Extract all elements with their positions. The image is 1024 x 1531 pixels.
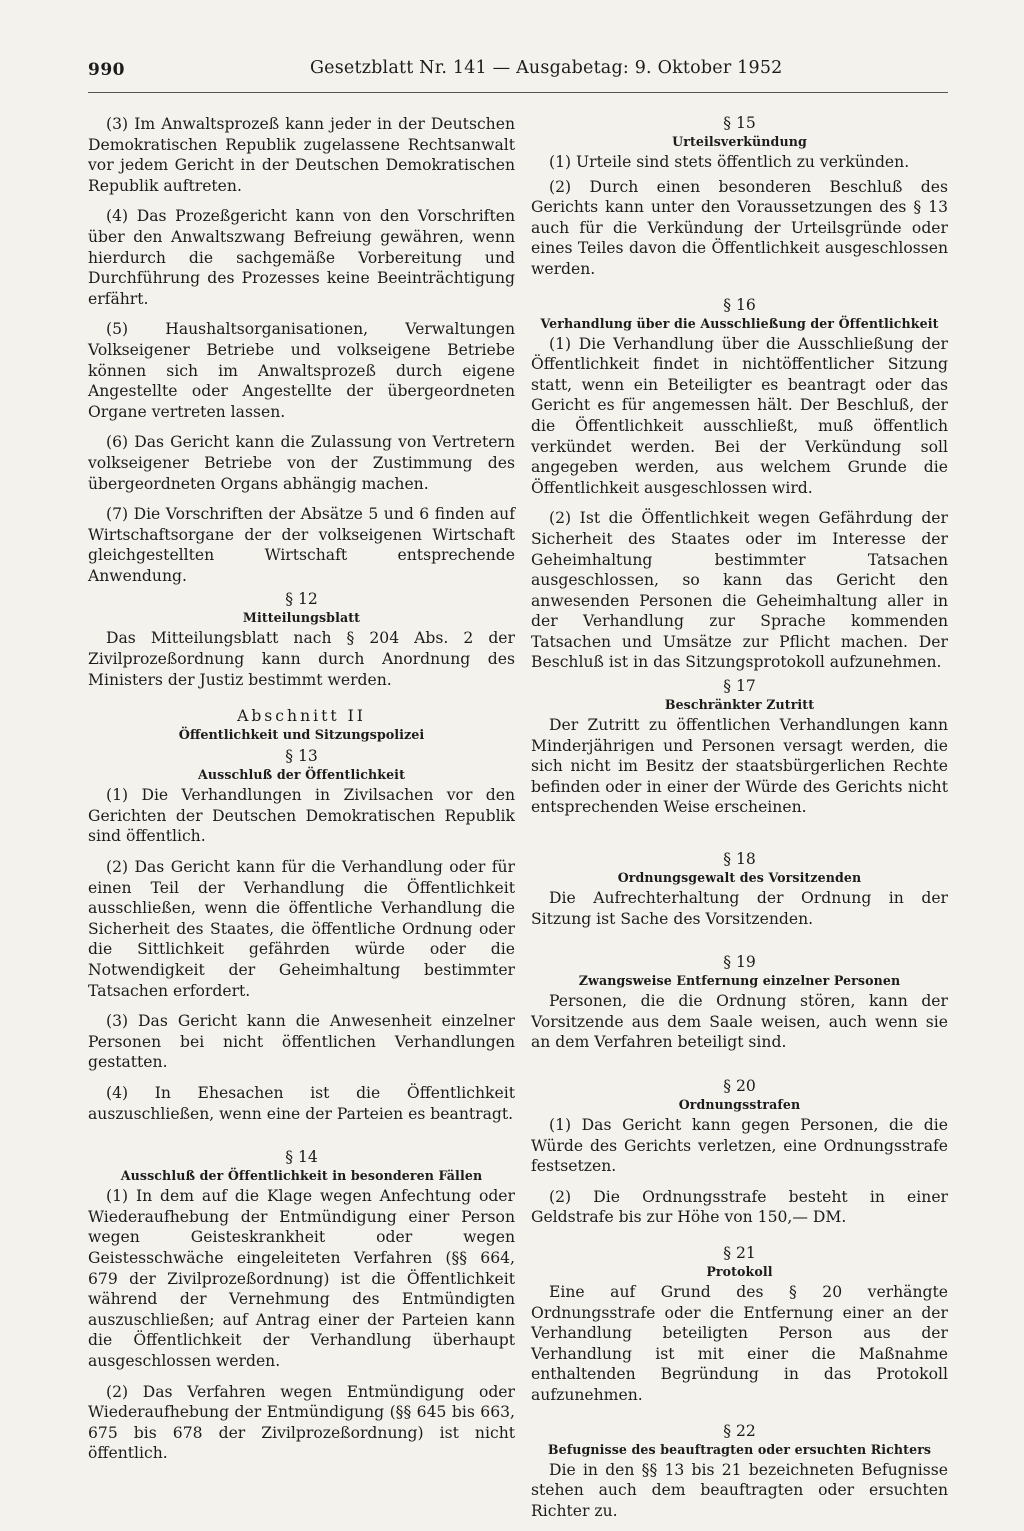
section-21-number: § 21 (723, 1243, 756, 1262)
section-12-text: Das Mitteilungsblatt nach § 204 Abs. 2 der Zivilprozeßordnung kann durch Anordnung des Ministers der Justiz bestimmt werden. (88, 629, 515, 689)
paragraph-11-4: (4) Das Prozeßgericht kann von den Vorschriften über den Anwaltszwang Befreiung gewähren, wenn hierdurch die sachgemäße Vorbereitung und Durchführung des Prozesses keine Beeinträchtigung erfährt. (88, 207, 515, 308)
section-15-para-2: (2) Durch einen besonderen Beschluß des Gerichts kann unter den Voraussetzungen des § 13 auch für die Verkündung der Urteilsgründe oder eines Teiles davon die Öffentlichkeit ausgeschlossen werden. (531, 177, 948, 278)
section-14-title: Ausschluß der Öffentlichkeit in besonderen Fällen (120, 1168, 483, 1184)
section-16-number: § 16 (723, 295, 756, 314)
section-20-para-1: (1) Das Gericht kann gegen Personen, die die Würde des Gerichts verletzen, eine Ordnungsstrafe festsetzen. (531, 1116, 948, 1176)
section-20-number: § 20 (723, 1077, 756, 1095)
paragraph-11-7: (7) Die Vorschriften der Absätze 5 und 6 finden auf Wirtschaftsorgane der der volkseigenen Wirtschaft gleichgestellten Wirtschaft entsprechende Anwendung. (88, 505, 515, 585)
section-18-number: § 18 (723, 850, 756, 869)
abschnitt-title: Öffentlichkeit und Sitzungspolizei (178, 728, 425, 744)
section-21-title: Protokoll (706, 1263, 773, 1279)
left-column (88, 114, 515, 1474)
section-17-title: Beschränkter Zutritt (664, 697, 815, 713)
section-15-para-1: (1) Urteile sind stets öffentlich zu verkünden. (549, 153, 910, 171)
page-number: 990 (88, 60, 125, 80)
section-14-para-2: (2) Das Verfahren wegen Entmündigung oder Wiederaufhebung der Entmündigung (§§ 645 bis 663, 675 bis 678 der Zivilprozeßordnung) ist nicht öffentlich. (88, 1382, 515, 1463)
section-14-number: § 14 (285, 1148, 318, 1167)
section-22-text: Die in den §§ 13 bis 21 bezeichneten Befugnisse stehen auch dem beauftragten oder ersuchten Richter zu. (531, 1460, 948, 1520)
section-19-title: Zwangsweise Entfernung einzelner Personen (578, 973, 901, 989)
section-16-para-1: (1) Die Verhandlung über die Ausschließung der Öffentlichkeit findet in nichtöffentlicher Sitzung statt, wenn ein Beteiligter es beantragt oder das Gericht es für angemessen hält. Der Beschluß, der die Öffentlichkeit ausschließt, muß öffentlich verkündet werden. Bei der Verkündung soll angegeben werden, aus welchem Grunde die Öffentlichkeit ausgeschlossen wird. (531, 334, 948, 497)
section-12-number: § 12 (285, 590, 318, 609)
section-19-text: Personen, die die Ordnung stören, kann der Vorsitzende aus dem Saale weisen, auch wenn sie an dem Verfahren beteiligt sind. (531, 992, 948, 1052)
section-13-title: Ausschluß der Öffentlichkeit (198, 767, 405, 783)
page-header-title: Gesetzblatt Nr. 141 — Ausgabetag: 9. Oktober 1952 (310, 58, 783, 78)
section-13-number: § 13 (285, 747, 318, 766)
section-14-para-1: (1) In dem auf die Klage wegen Anfechtung oder Wiederaufhebung der Entmündigung einer Person wegen Geisteskrankheit oder wegen Geistesschwäche eingeleiteten Verfahren (§§ 664, 679 der Zivilprozeßordnung) ist die Öffentlichkeit während der Vernehmung des Entmündigten auszuschließen; auf Antrag einer der Parteien kann die Öffentlichkeit der Verhandlung überhaupt ausgeschlossen werden. (88, 1187, 515, 1370)
section-12-title: Mitteilungsblatt (242, 610, 361, 626)
section-18-text: Die Aufrechterhaltung der Ordnung in der Sitzung ist Sache des Vorsitzenden. (531, 889, 948, 928)
section-13-para-1: (1) Die Verhandlungen in Zivilsachen vor den Gerichten der Deutschen Demokratischen Republik sind öffentlich. (88, 786, 515, 846)
section-21-text: Eine auf Grund des § 20 verhängte Ordnungsstrafe oder die Entfernung einer an der Verhandlung beteiligten Person aus der Verhandlung ist mit einer die Maßnahme enthaltenden Begründung in das Protokoll aufzunehmen. (531, 1282, 948, 1404)
section-15-title: Urteilsverkündung (672, 134, 807, 149)
header-rule (88, 92, 948, 93)
section-20-para-2: (2) Die Ordnungsstrafe besteht in einer Geldstrafe bis zur Höhe von 150,— DM. (531, 1187, 948, 1227)
section-19-number: § 19 (723, 953, 756, 972)
section-16-para-2: (2) Ist die Öffentlichkeit wegen Gefährdung der Sicherheit des Staates oder im Interesse der Geheimhaltung bestimmter Tatsachen ausgeschlossen, so kann das Gericht den anwesenden Personen die Geheimhaltung aller in der Verhandlung zur Sprache kommenden Tatsachen und Umsätze zur Pflicht machen. Der Beschluß ist in das Sitzungsprotokoll aufzunehmen. (531, 509, 948, 672)
paragraph-11-5: (5) Haushaltsorganisationen, Verwaltungen Volkseigener Betriebe und volkseigene Betriebe können sich im Anwaltsprozeß durch eigene Angestellte oder Angestellte der übergeordneten Organe vertreten lassen. (88, 320, 515, 421)
section-22-number: § 22 (723, 1421, 756, 1440)
abschnitt-heading: Abschnitt II (237, 707, 366, 726)
section-22-title: Befugnisse des beauftragten oder ersuchten Richters (547, 1441, 932, 1457)
section-17-number: § 17 (723, 677, 756, 696)
right-column (531, 114, 948, 1531)
paragraph-11-3: (3) Im Anwaltsprozeß kann jeder in der Deutschen Demokratischen Republik zugelassene Rechtsanwalt vor jedem Gericht in der Deutschen Demokratischen Republik auftreten. (88, 115, 515, 195)
section-13-para-2: (2) Das Gericht kann für die Verhandlung oder für einen Teil der Verhandlung die Öffentlichkeit ausschließen, wenn die öffentliche Verhandlung die Sicherheit des Staates, die öffentliche Ordnung oder die Sittlichkeit gefährden würde oder die Notwendigkeit der Geheimhaltung bestimmter Tatsachen erfordert. (88, 858, 515, 1000)
section-18-title: Ordnungsgewalt des Vorsitzenden (617, 870, 862, 886)
section-16-title: Verhandlung über die Ausschließung der Öffentlichkeit (540, 315, 939, 331)
paragraph-11-6: (6) Das Gericht kann die Zulassung von Vertretern volkseigener Betriebe von der Zustimmung des übergeordneten Organs abhängig machen. (88, 433, 515, 493)
section-17-text: Der Zutritt zu öffentlichen Verhandlungen kann Minderjährigen und Personen versagt werden, die sich nicht im Besitz der staatsbürgerlichen Rechte befinden oder in einer der Würde des Gerichts nicht entsprechenden Weise erscheinen. (531, 716, 948, 817)
section-15-number: § 15 (723, 114, 756, 132)
section-13-para-4: (4) In Ehesachen ist die Öffentlichkeit auszuschließen, wenn eine der Parteien es beantragt. (88, 1083, 515, 1123)
section-13-para-3: (3) Das Gericht kann die Anwesenheit einzelner Personen bei nicht öffentlichen Verhandlungen gestatten. (88, 1012, 515, 1072)
section-20-title: Ordnungsstrafen (678, 1097, 801, 1112)
